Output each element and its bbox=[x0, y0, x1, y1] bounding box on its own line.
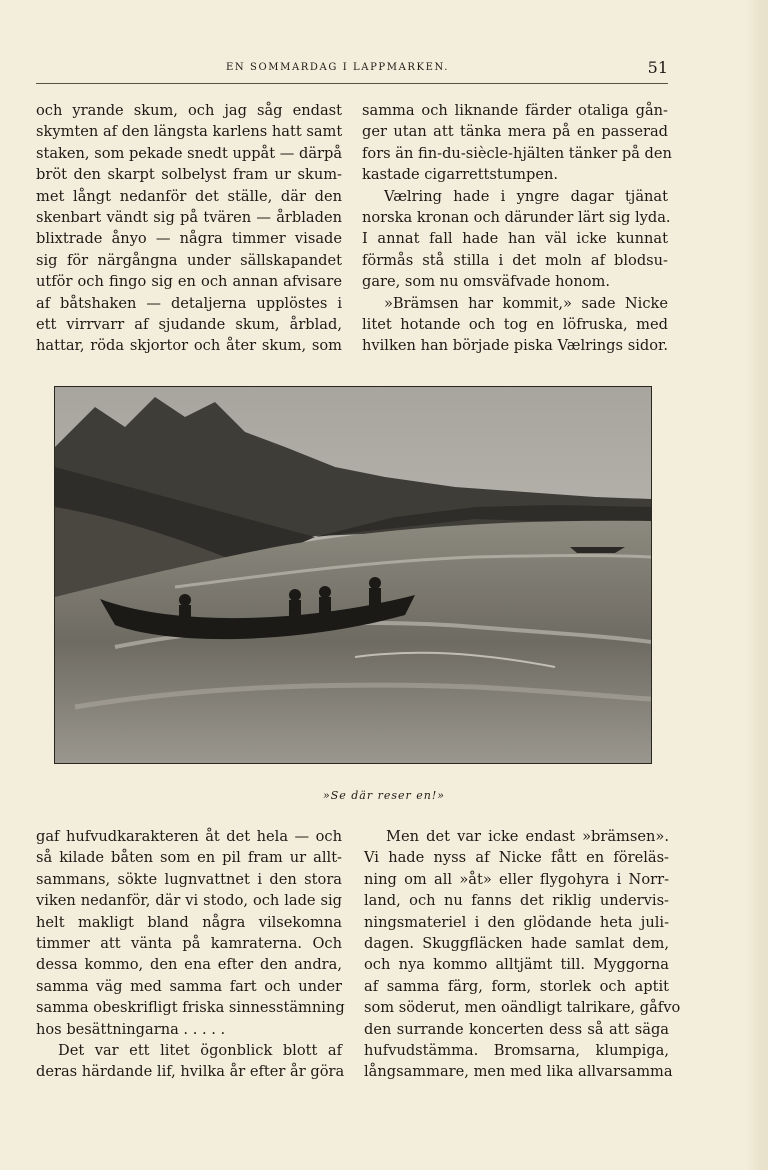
text-line: förmås stå stilla i det moln af blodsu- bbox=[362, 251, 668, 269]
text-line: viken nedanför, där vi stodo, och lade sig bbox=[36, 892, 342, 910]
text-line: met långt nedanför det ställe, där den bbox=[36, 187, 342, 205]
text-line: litet hotande och tog en löfruska, med bbox=[362, 316, 668, 334]
header-rule bbox=[36, 83, 668, 84]
page-number: 51 bbox=[647, 58, 668, 77]
text-line: dagen. Skuggfläcken hade samlat dem, bbox=[364, 935, 669, 953]
figure-caption: »Se där reser en!» bbox=[322, 789, 446, 802]
text-line: gaf hufvudkarakteren åt det hela — och bbox=[36, 828, 342, 845]
text-line: dessa kommo, den ena efter den andra, bbox=[36, 956, 342, 974]
text-line: den surrande koncerten dess så att säga bbox=[364, 1020, 669, 1038]
text-line: bröt den skarpt solbelyst fram ur skum- bbox=[36, 166, 342, 184]
text-line: samma och liknande färder otaliga gån- bbox=[362, 102, 668, 119]
text-line: fors än fin-du-siècle-hjälten tänker på den bbox=[362, 144, 672, 162]
text-line: samma väg med samma fart och under bbox=[36, 977, 342, 995]
text-line: hattar, röda skjortor och åter skum, som bbox=[36, 337, 342, 355]
text-line: som söderut, men oändligt talrikare, gåfvo bbox=[364, 999, 681, 1017]
text-line: skenbart vändt sig på tvären — årbladen bbox=[36, 209, 342, 227]
text-line: ger utan att tänka mera på en passerad bbox=[362, 123, 668, 141]
text-line: af samma färg, form, storlek och aptit bbox=[364, 977, 669, 995]
text-line: hos besättningarna . . . . . bbox=[36, 1020, 226, 1038]
text-line: timmer att vänta på kamraterna. Och bbox=[36, 935, 342, 953]
running-head bbox=[36, 58, 668, 78]
running-title: EN SOMMARDAG I LAPPMARKEN. bbox=[226, 62, 450, 73]
text-line: så kilade båten som en pil fram ur allt- bbox=[36, 849, 342, 867]
text-line: land, och nu fanns det riklig undervis- bbox=[364, 892, 669, 910]
text-line: I annat fall hade han väl icke kunnat bbox=[362, 230, 668, 248]
text-line: utför och fingo sig en och annan afvisare bbox=[36, 273, 342, 291]
river-rapids-illustration bbox=[54, 386, 652, 764]
text-line: samma obeskrifligt friska sinnesstämning bbox=[36, 999, 345, 1017]
text-line: ningsmateriel i den glödande heta juli- bbox=[364, 913, 669, 931]
text-line: gare, som nu omsväfvade honom. bbox=[362, 273, 610, 291]
text-line: kastade cigarrettstumpen. bbox=[362, 166, 559, 184]
text-line: och yrande skum, och jag såg endast bbox=[36, 102, 342, 119]
text-line: af båtshaken — detaljerna upplöstes i bbox=[36, 294, 342, 312]
text-line: ett virrvarr af sjudande skum, årblad, bbox=[36, 316, 342, 334]
text-line: Men det var icke endast »brämsen». bbox=[386, 828, 669, 845]
text-line: Det var ett litet ögonblick blott af bbox=[58, 1042, 342, 1060]
text-column-bottom-right bbox=[364, 826, 681, 1083]
text-line: sammans, sökte lugnvattnet i den stora bbox=[36, 870, 342, 888]
text-column-top-right bbox=[362, 100, 672, 357]
text-line: sig för närgångna under sällskapandet bbox=[36, 251, 342, 269]
text-line: »Brämsen har kommit,» sade Nicke bbox=[384, 294, 668, 312]
text-line: Vælring hade i yngre dagar tjänat bbox=[384, 187, 668, 205]
text-column-bottom-left bbox=[36, 826, 345, 1083]
text-line: blixtrade ånyo — några timmer visade bbox=[36, 230, 342, 248]
text-line: ning om all »åt» eller flygohyra i Norr- bbox=[364, 870, 669, 888]
text-line: och nya kommo alltjämt till. Myggorna bbox=[364, 956, 669, 974]
text-column-top-left bbox=[36, 100, 342, 357]
text-line: skymten af den längsta karlens hatt samt bbox=[36, 123, 343, 141]
text-line: helt makligt bland några vilsekomna bbox=[36, 913, 342, 931]
text-line: långsammare, men med lika allvarsamma bbox=[364, 1063, 673, 1081]
text-line: Vi hade nyss af Nicke fått en föreläs- bbox=[364, 849, 669, 867]
text-line: hvilken han började piska Vælrings sidor. bbox=[362, 337, 668, 355]
text-line: hufvudstämma. Bromsarna, klumpiga, bbox=[364, 1042, 669, 1060]
page-edge-shadow bbox=[746, 0, 768, 1170]
text-line: deras härdande lif, hvilka år efter år göra bbox=[36, 1063, 345, 1081]
text-line: norska kronan och därunder lärt sig lyda. bbox=[362, 209, 671, 227]
text-line: staken, som pekade snedt uppåt — därpå bbox=[36, 144, 343, 162]
